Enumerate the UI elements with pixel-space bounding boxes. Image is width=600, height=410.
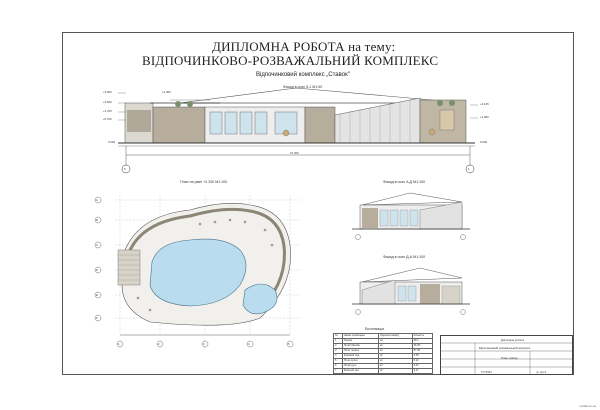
plan-axis-left-a: A: [96, 198, 98, 202]
level-left-2: +2.500: [103, 100, 112, 104]
title-block: [440, 335, 573, 375]
facade-da-caption: Фасад в осях Д-А М1:100: [383, 255, 426, 259]
main-facade-drawing: [118, 88, 478, 173]
spec-cell: Зимовий сад: [342, 354, 378, 359]
level-left-5: 0.000: [108, 140, 115, 144]
level-right-2: +1.900: [480, 115, 489, 119]
stamp-project-name: Відпочинковий розважальний комплекс: [479, 346, 531, 350]
spec-cell: 4: [334, 354, 343, 359]
main-facade-dimension: 27.300: [290, 151, 299, 155]
spec-cell: 28.1: [412, 339, 432, 344]
spec-cell: м²: [378, 369, 412, 374]
stamp-header: Дипломна робота: [501, 338, 525, 342]
level-right-1: +3.125: [480, 102, 489, 106]
plan-axis-top-2: 2: [158, 342, 160, 346]
level-left-4: +0.700: [103, 117, 112, 121]
spec-cell: Зелений зал: [342, 369, 378, 374]
spec-cell: 6: [334, 364, 343, 369]
plan-caption: План на рівні +2.200 М1:100: [180, 180, 228, 184]
spec-cell: 4.05: [412, 354, 432, 359]
plan-axis-top-1: 1: [118, 342, 120, 346]
watermark: xoztiko.in.ua: [579, 404, 596, 408]
level-left-1: +3.000: [103, 90, 112, 94]
spec-cell: Літня тераса: [342, 349, 378, 354]
spec-cell: 1: [334, 339, 343, 344]
project-subtitle: Відпочинковий комплекс „Ставок": [256, 72, 350, 78]
spec-cell: Літня кухня: [342, 359, 378, 364]
plan-axis-left-d: D: [96, 268, 99, 272]
spec-cell: Літній душ: [342, 364, 378, 369]
plan-drawing: [95, 195, 300, 347]
title-line-1: ДИПЛОМНА РОБОТА на тему:: [212, 39, 396, 54]
plan-axis-left-e: E: [96, 293, 98, 297]
axis-label-left: 5: [124, 167, 126, 171]
spec-title: Експлікація: [365, 327, 385, 331]
spec-cell: 57.90: [412, 349, 432, 354]
spec-cell: 2: [334, 344, 343, 349]
spec-cell: Літній басейн: [342, 344, 378, 349]
plan-axis-left-f: F: [96, 316, 98, 320]
facade-ad-drawing: [352, 193, 470, 240]
level-right-3: 0.000: [480, 140, 487, 144]
main-facade-caption: Фасад в осях 5-1 М1:50: [283, 85, 323, 89]
spec-cell: м²: [378, 359, 412, 364]
spec-header-cell: Назва приміщень: [342, 334, 378, 339]
spec-cell: 7: [334, 369, 343, 374]
spec-header-cell: Одиниця виміру: [378, 334, 412, 339]
plan-axis-top-4: 4: [248, 342, 250, 346]
spec-table: [333, 333, 433, 374]
level-top: +3.450: [162, 90, 171, 94]
spec-header-row: [334, 334, 433, 339]
spec-cell: 3.37: [412, 364, 432, 369]
spec-header-cell: №: [334, 334, 343, 339]
level-left-3: +1.700: [103, 109, 112, 113]
axis-label-right: 1: [468, 167, 470, 171]
facade-da-drawing: [352, 268, 470, 315]
spec-cell: м²: [378, 339, 412, 344]
spec-cell: м²: [378, 354, 412, 359]
spec-cell: Тераса: [342, 339, 378, 344]
stamp-sheet-name: План, фасад: [501, 356, 518, 360]
spec-header-cell: Кількість: [412, 334, 432, 339]
facade-ad-caption: Фасад в осях А-Д М1:100: [383, 180, 426, 184]
spec-cell: 3: [334, 349, 343, 354]
plan-axis-left-b: B: [96, 218, 98, 222]
spec-cell: 5: [334, 359, 343, 364]
spec-row: [334, 369, 433, 374]
stamp-group: гр. Ар-2: [536, 370, 547, 374]
spec-cell: м²: [378, 344, 412, 349]
plan-axis-top-5: 5: [288, 342, 290, 346]
spec-cell: м²: [378, 349, 412, 354]
spec-cell: 36.05: [412, 344, 432, 349]
spec-cell: м²: [378, 364, 412, 369]
spec-cell: 3.27: [412, 369, 432, 374]
title-line-2: ВІДПОЧИНКОВО-РОЗВАЖАЛЬНИЙ КОМПЛЕКС: [142, 53, 439, 68]
plan-axis-left-c: C: [96, 243, 99, 247]
plan-axis-top-3: 3: [203, 342, 205, 346]
spec-cell: 5.22: [412, 359, 432, 364]
stamp-code: ТО 5031: [481, 370, 492, 374]
